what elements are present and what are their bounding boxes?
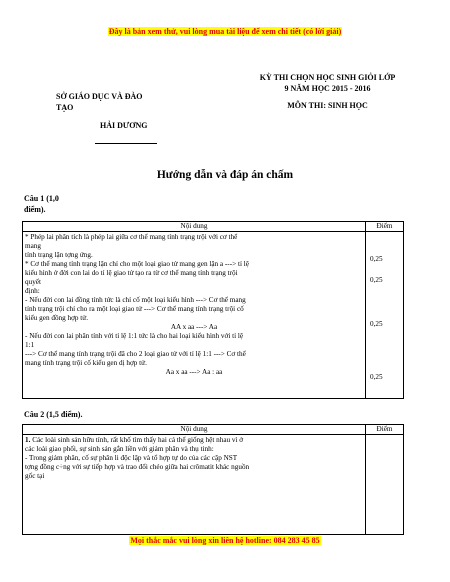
score-column-header: Điểm [366, 222, 404, 232]
answer-line: Các loài sinh sản hữu tính, rất khố tìm thấy hai cá thể giống hệt nhau vì ở [30, 436, 244, 444]
preview-banner-text: Đây là bản xem thử, vui lòng mua tài liệu để xem chi tiết (có lời giải) [108, 27, 342, 36]
answer-line: ---> Cơ thể mang tính trạng trội đã cho 2 loại giao tử với tỉ lệ 1:1 ---> Cơ thể [25, 350, 246, 358]
answer-line: tính trạng trội chỉ cho ra một loại giao tử ---> Cơ thể mang tính trạng trội cố [25, 305, 244, 313]
header-divider [95, 143, 157, 144]
department-heading [56, 91, 146, 113]
exam-subject-line: MÔN THI: SINH HỌC [287, 101, 368, 110]
formula-line: AA x aa ---> Aa [170, 323, 218, 331]
answer-line: quyết [25, 278, 41, 286]
answer-line: kiểu gen đồng hợp tử. [25, 314, 88, 322]
answer-line: - Nếu đời con lai đồng tính tức là chỉ cố một loại kiểu hình ---> Cơ thể mang [25, 296, 246, 304]
exam-heading [240, 72, 415, 111]
answer-line: 1:1 [25, 341, 35, 349]
answer-line: mang tính trạng trội cố kiểu gen dị hợp tử. [25, 359, 147, 367]
exam-name-line: KỲ THI CHỌN HỌC SINH GIỎI LỚP [259, 73, 396, 82]
score-value: 0,25 [370, 276, 383, 284]
question-1-heading [24, 193, 94, 215]
answer-line: - Trong giảm phân, cố sự phân li độc lập và tổ hợp tự do của các cặp NST [25, 454, 238, 462]
contact-banner [0, 536, 450, 545]
answer-line: tợng đồng c÷ng với sự tiếp hợp và trao đổi chéo giữa hai crômatit khác nguồn [25, 463, 250, 471]
answer-line: mang [25, 242, 41, 250]
score-value: 0,25 [370, 373, 383, 381]
score-value: 0,25 [370, 255, 383, 263]
answer-line: định: [25, 287, 40, 295]
department-line: SỞ GIÁO DỤC VÀ ĐÀO [56, 92, 143, 101]
document-title: Hướng dẫn và đáp án chấm [156, 169, 294, 181]
contact-banner-text: Mọi thắc mắc vui lòng xin liên hệ hotline: 084 283 45 85 [130, 536, 320, 545]
score-cell [366, 435, 404, 535]
answer-line: * Cơ thể mang tính trạng lặn chỉ cho một loại giao tử mang gen lặn a ---> tỉ lệ [25, 260, 249, 268]
answer-cell [23, 232, 366, 399]
question-1-heading-line: điểm). [24, 205, 46, 214]
answer-line: kiểu hình ở đời con lai do tỉ lệ giao tử tạo ra từ cơ thể mang tính trạng trội [25, 269, 238, 277]
question-2-heading: Câu 2 (1,5 điểm). [24, 410, 83, 419]
score-value: 0,25 [370, 320, 383, 328]
item-number: 1. [25, 436, 31, 444]
question-2-table [22, 424, 404, 535]
answer-line: - Nếu đời con lai phân tính với tỉ lệ 1:1 tức là cho hai loại kiểu hình với tỉ lệ [25, 332, 244, 340]
answer-line: gốc tại [25, 472, 45, 480]
exam-year-line: 9 NĂM HỌC 2015 - 2016 [284, 84, 371, 93]
question-1-table [22, 221, 404, 399]
department-line: TẠO [56, 103, 74, 112]
answer-line: các loài giao phối, sự sinh sản gắn liền với giảm phân và thụ tinh: [25, 445, 214, 453]
formula-line: Aa x aa ---> Aa : aa [165, 368, 223, 376]
question-1-heading-line: Câu 1 (1,0 [24, 194, 59, 203]
province-name: HẢI DƯƠNG [100, 121, 148, 130]
answer-line: tính trạng lặn tợng ứng. [25, 251, 93, 259]
content-column-header: Nội dung [23, 425, 366, 435]
answer-cell [23, 435, 366, 535]
score-column-header: Điểm [366, 425, 404, 435]
answer-line: * Phép lai phân tích là phép lai giữa cơ thể mang tính trạng trội với cơ thể [25, 233, 238, 241]
preview-banner [0, 27, 450, 36]
content-column-header: Nội dung [23, 222, 366, 232]
